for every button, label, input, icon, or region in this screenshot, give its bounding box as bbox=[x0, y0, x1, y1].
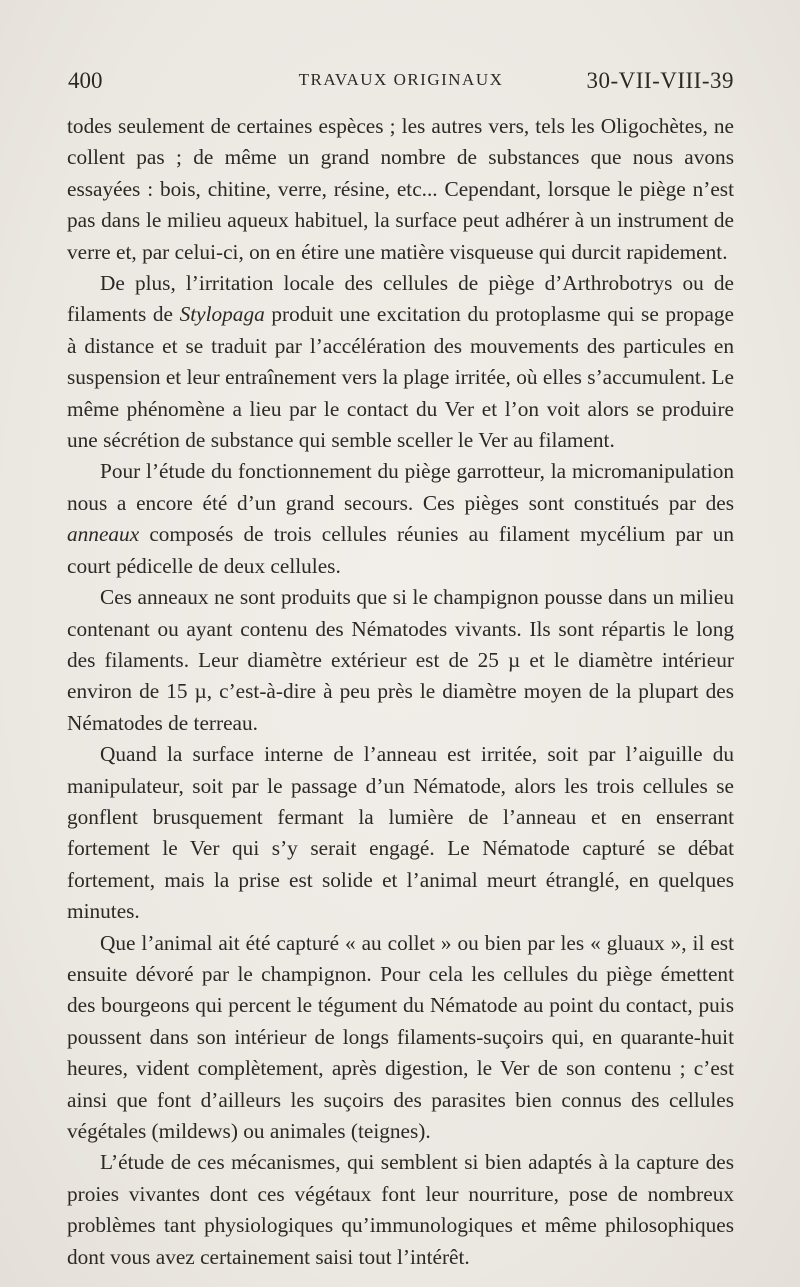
paragraph: todes seulement de certaines espèces ; les autres vers, tels les Oligochètes, ne collent pas ; de même un grand nombre de substances que nous avons essayées : bois, chitine, verre, résine, etc... Cependant, lorsque le piège n’est pas dans le milieu aqueux habituel, la surface peut adhérer à un instrument de verre et, par celui-ci, on en étire une matière visqueuse qui durcit rapidement. bbox=[67, 114, 734, 264]
paragraph: Pour l’étude du fonctionnement du piège garrotteur, la micromanipulation nous a encore été d’un grand secours. Ces pièges sont constitués par des anneaux composés de trois cellules réunies au filament mycélium par un court pédicelle de deux cellules. bbox=[67, 459, 734, 578]
body-text bbox=[67, 111, 734, 1273]
paragraph: L’étude de ces mécanismes, qui semblent si bien adaptés à la capture des proies vivantes dont ces végétaux font leur nourriture, pose de nombreux problèmes tant physiologiques qu’immunologiques et même philosophiques dont vous avez certainement saisi tout l’intérêt. bbox=[67, 1150, 734, 1269]
page-header bbox=[68, 68, 734, 98]
page-number: 400 bbox=[68, 68, 103, 93]
paragraph: De plus, l’irritation locale des cellules de piège d’Arthrobotrys ou de filaments de Stylopaga produit une excitation du protoplasme qui se propage à distance et se traduit par l’accélération des mouvements des particules en suspension et leur entraînement vers la plage irritée, où elles s’accumulent. Le même phénomène a lieu par le contact du Ver et l’on voit alors se produire une sécrétion de substance qui semble sceller le Ver au filament. bbox=[67, 271, 734, 453]
header-date: 30-VII-VIII-39 bbox=[586, 68, 734, 93]
paragraph: Que l’animal ait été capturé « au collet » ou bien par les « gluaux », il est ensuite dévoré par le champignon. Pour cela les cellules du piège émettent des bourgeons qui percent le tégument du Nématode au point du contact, puis poussent dans son intérieur de longs filaments-suçoirs qui, en quarante-huit heures, vident complètement, après digestion, le Ver de son contenu ; c’est ainsi que font d’ailleurs les suçoirs des parasites bien connus des cellules végétales (mildews) ou animales (teignes). bbox=[67, 930, 734, 1143]
italic-term: Stylopaga bbox=[179, 302, 265, 327]
paragraph: Ces anneaux ne sont produits que si le champignon pousse dans un milieu contenant ou ayant contenu des Nématodes vivants. Ils sont répartis le long des filaments. Leur diamètre extérieur est de 25 µ et le diamètre intérieur environ de 15 µ, c’est-à-dire à peu près le diamètre moyen de la plupart des Nématodes de terreau. bbox=[67, 585, 734, 735]
paragraph: Quand la surface interne de l’anneau est irritée, soit par l’aiguille du manipulateur, soit par le passage d’un Nématode, alors les trois cellules se gonflent brusquement fermant la lumière de l’anneau et en enserrant fortement le Ver qui s’y serait engagé. Le Nématode capturé se débat fortement, mais la prise est solide et l’animal meurt étranglé, en quelques minutes. bbox=[67, 742, 734, 924]
running-title: TRAVAUX ORIGINAUX bbox=[298, 70, 504, 89]
italic-term: anneaux bbox=[67, 522, 140, 547]
